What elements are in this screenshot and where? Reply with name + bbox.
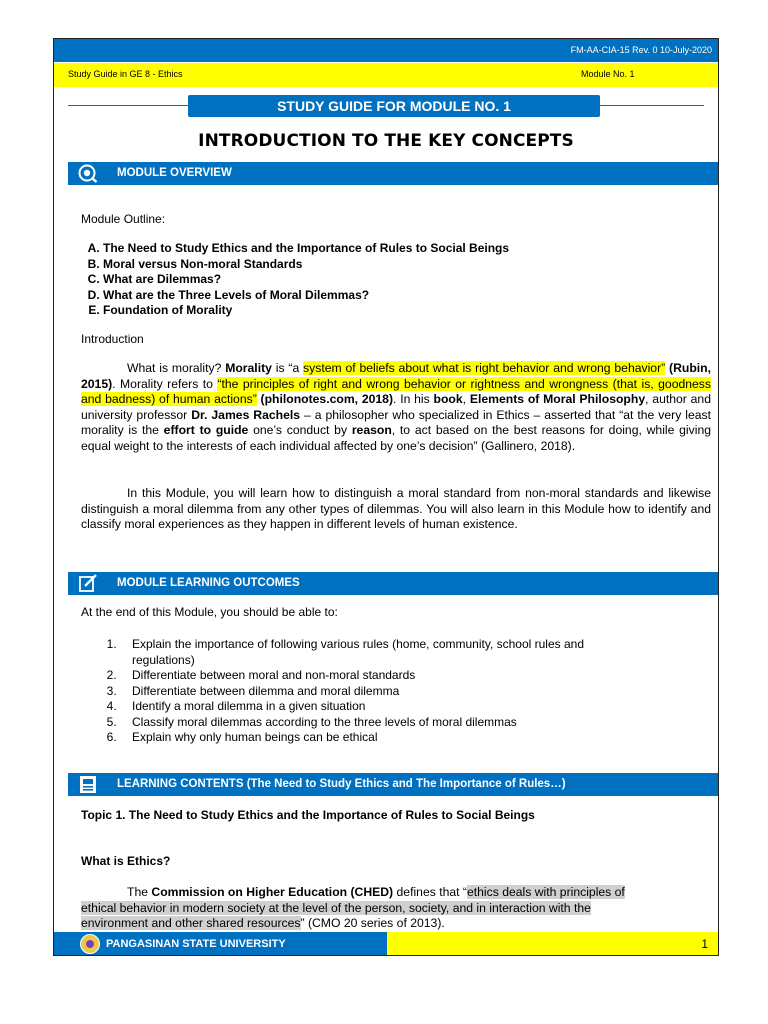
outline-item: E. Foundation of Morality — [103, 303, 509, 319]
page-number: 1 — [701, 937, 708, 951]
module-banner: STUDY GUIDE FOR MODULE NO. 1 — [188, 95, 600, 117]
outcome-item: 4. Identify a moral dilemma in a given situation — [120, 699, 640, 715]
section-learning-outcomes — [68, 572, 719, 595]
outcomes-lead: At the end of this Module, you should be able to: — [81, 605, 338, 619]
section-heading: MODULE OVERVIEW — [117, 167, 232, 179]
outline-label: Module Outline: — [81, 212, 166, 226]
footer-university-bar — [54, 932, 387, 956]
introduction-label: Introduction — [81, 332, 144, 346]
introduction-paragraph-2: In this Module, you will learn how to distinguish a moral standard from non-moral standards and likewise distinguish a moral dilemma from any other types of dilemmas. You will also learn in this Module how to identify and classify moral experiences as they happen in different levels of human existence. — [81, 486, 711, 531]
outcome-item: 1. Explain the importance of following various rules (home, community, school rules and regulations) — [120, 637, 640, 668]
introduction-paragraph-1: What is morality? Morality is “a system of beliefs about what is right behavior and wrong behavior” (Rubin, 2015). Morality refers to “the principles of right and wrong behavior or rightness and wrongness (that is, goodness and badness) of human actions” (philonotes.com, 2018). In his book, Elements of Moral Philosophy, author and university professor Dr. James Rachels – a philosopher who specialized in Ethics – asserted that “at the very least morality is the effort to guide one’s conduct by reason, to act based on the best reasons for doing, while giving equal weight to the interests of each individual affected by one’s decision” (Gallinero, 2018). — [81, 361, 712, 453]
section-learning-contents — [68, 773, 719, 796]
university-seal-icon — [80, 934, 100, 954]
outline-item: B. Moral versus Non-moral Standards — [103, 257, 509, 273]
university-name: PANGASINAN STATE UNIVERSITY — [106, 938, 286, 950]
form-code: FM-AA-CIA-15 Rev. 0 10-July-2020 — [570, 45, 712, 55]
module-number: Module No. 1 — [581, 69, 635, 79]
outcome-item: 3. Differentiate between dilemma and moral dilemma — [120, 684, 640, 700]
document-page — [53, 38, 719, 956]
footer-page-bar — [387, 932, 718, 956]
course-name: Study Guide in GE 8 - Ethics — [68, 69, 183, 79]
outline-item: D. What are the Three Levels of Moral Dilemmas? — [103, 288, 509, 304]
learning-outcomes-list — [96, 637, 640, 746]
section-heading: LEARNING CONTENTS (The Need to Study Ethics and The Importance of Rules…) — [117, 778, 566, 790]
section-heading: MODULE LEARNING OUTCOMES — [117, 577, 300, 589]
outcome-item: 5. Classify moral dilemmas according to the three levels of moral dilemmas — [120, 715, 640, 731]
form-code-bar — [54, 39, 718, 62]
ched-definition-paragraph: The Commission on Higher Education (CHED) defines that “ethics deals with principles of ethical behavior in modern society at the level of the person, society, and in interaction with the environment and other shared resources” (CMO 20 series of 2013). — [81, 885, 625, 930]
subheading-what-is-ethics: What is Ethics? — [81, 854, 171, 868]
outcome-item: 6. Explain why only human beings can be ethical — [120, 730, 640, 746]
section-module-overview — [68, 162, 719, 185]
topic-heading: Topic 1. The Need to Study Ethics and the Importance of Rules to Social Beings — [81, 808, 535, 822]
pencil-edit-icon — [78, 574, 98, 593]
course-bar — [54, 63, 718, 87]
magnifier-icon — [78, 164, 98, 183]
outline-item: C. What are Dilemmas? — [103, 272, 509, 288]
document-icon — [78, 775, 98, 794]
outcome-item: 2. Differentiate between moral and non-moral standards — [120, 668, 640, 684]
module-outline — [79, 241, 509, 319]
outline-item: A. The Need to Study Ethics and the Importance of Rules to Social Beings — [103, 241, 509, 257]
page-title: INTRODUCTION TO THE KEY CONCEPTS — [198, 131, 574, 151]
